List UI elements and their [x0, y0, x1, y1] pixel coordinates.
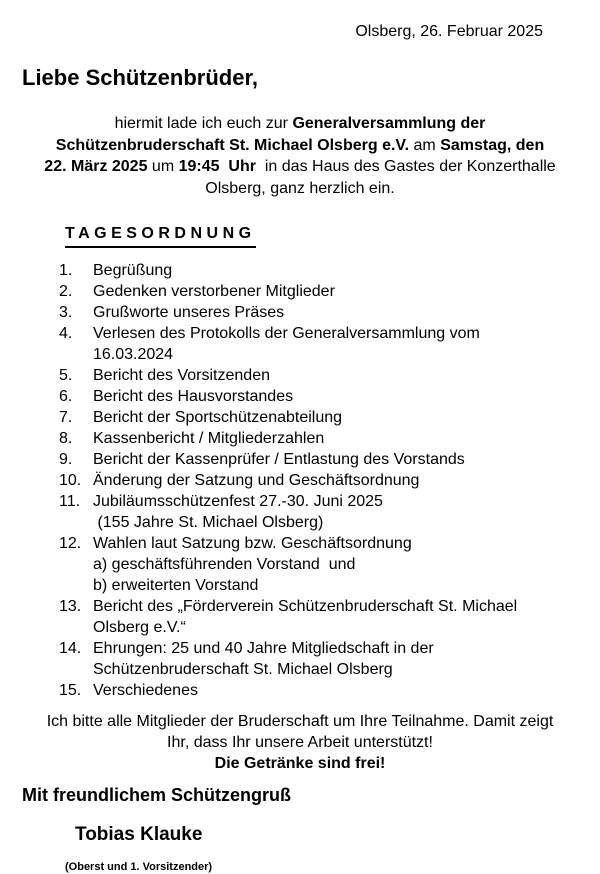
agenda-item-text — [93, 596, 600, 638]
agenda-item-number: 5. — [59, 367, 73, 384]
agenda-item-text — [93, 638, 600, 680]
agenda-list — [59, 260, 600, 701]
text-segment: Olsberg, ganz herzlich ein. — [205, 179, 395, 197]
text-segment: am — [409, 136, 441, 154]
agenda-item-line: a) geschäftsführenden Vorstand und — [93, 556, 356, 573]
salutation: Liebe Schützenbrüder, — [22, 65, 258, 90]
agenda-item-number: 11. — [59, 493, 81, 510]
agenda-item-text — [93, 365, 600, 386]
agenda-item — [59, 365, 600, 386]
agenda-item-number: 4. — [59, 325, 73, 342]
agenda-item — [59, 407, 600, 428]
text-segment: hiermit lade ich euch zur — [114, 115, 293, 132]
agenda-item-line: Bericht des „Förderverein Schützenbruderschaft St. Michael — [93, 598, 518, 615]
agenda-item-line: Olsberg e.V.“ — [93, 619, 186, 636]
agenda-item — [59, 260, 600, 281]
agenda-item-number: 3. — [59, 304, 73, 321]
signer-title: (Oberst und 1. Vorsitzender) — [65, 861, 213, 873]
bold-text-segment: Generalversammlung der — [292, 115, 486, 132]
agenda-item-line: Verlesen des Protokolls der Generalversammlung vom — [93, 325, 480, 342]
agenda-item-number: 12. — [59, 535, 82, 552]
agenda-item-text — [93, 428, 600, 449]
agenda-item — [59, 386, 600, 407]
agenda-item — [59, 596, 600, 638]
agenda-heading: TAGESORDNUNG — [65, 225, 256, 248]
agenda-item-text — [93, 470, 600, 491]
agenda-heading-row — [65, 225, 600, 248]
agenda-item — [59, 491, 600, 533]
agenda-item-number: 2. — [59, 283, 73, 300]
agenda-item-line: Ehrungen: 25 und 40 Jahre Mitgliedschaft in der — [93, 640, 434, 657]
agenda-item-text — [93, 491, 600, 533]
agenda-item-line: Bericht der Kassenprüfer / Entlastung des Vorstands — [93, 451, 465, 468]
closing-paragraph — [20, 711, 580, 774]
text-segment: in das Haus des Gastes der Konzerthalle — [255, 158, 556, 175]
agenda-item-number: 6. — [59, 388, 73, 405]
agenda-item — [59, 533, 600, 596]
agenda-item-number: 8. — [59, 430, 73, 447]
agenda-item-number: 10. — [59, 472, 82, 489]
agenda-item — [59, 302, 600, 323]
bold-text-segment: Samstag, den — [440, 136, 545, 154]
agenda-item-text — [93, 281, 600, 302]
bold-text-segment: Die Getränke sind frei! — [214, 755, 386, 772]
agenda-item-text — [93, 323, 600, 365]
agenda-item-line: Grußworte unseres Präses — [93, 304, 285, 321]
agenda-item-text — [93, 680, 600, 701]
agenda-item-text — [93, 386, 600, 407]
agenda-item-number: 14. — [59, 640, 82, 657]
agenda-item-number: 1. — [59, 262, 73, 279]
agenda-item — [59, 470, 600, 491]
signoff: Mit freundlichem Schützengruß — [22, 785, 292, 805]
agenda-item-text — [93, 260, 600, 281]
agenda-item — [59, 638, 600, 680]
agenda-item-line: Schützenbruderschaft St. Michael Olsberg — [93, 661, 393, 678]
text-segment: um — [147, 158, 179, 175]
agenda-item — [59, 281, 600, 302]
agenda-item-number: 7. — [59, 409, 73, 426]
agenda-item-line: Gedenken verstorbener Mitglieder — [93, 283, 335, 300]
agenda-item-line: Bericht des Vorsitzenden — [93, 367, 270, 384]
agenda-item-number: 9. — [59, 451, 73, 468]
agenda-item — [59, 449, 600, 470]
agenda-item-line: Begrüßung — [93, 262, 173, 279]
agenda-item-line: Kassenbericht / Mitgliederzahlen — [93, 430, 325, 447]
agenda-item-line: Änderung der Satzung und Geschäftsordnung — [93, 472, 420, 489]
invitation-paragraph — [20, 113, 580, 199]
agenda-item-text — [93, 302, 600, 323]
agenda-item-number: 15. — [59, 682, 82, 699]
agenda-item-line: 16.03.2024 — [93, 346, 174, 363]
agenda-item-line: b) erweiterten Vorstand — [93, 577, 259, 594]
signer-name: Tobias Klauke — [75, 824, 203, 845]
agenda-item-line: Wahlen laut Satzung bzw. Geschäftsordnung — [93, 535, 412, 552]
agenda-item — [59, 680, 600, 701]
agenda-item-line: (155 Jahre St. Michael Olsberg) — [93, 514, 324, 531]
agenda-item-line: Jubiläumsschützenfest 27.-30. Juni 2025 — [93, 493, 383, 510]
date-line: Olsberg, 26. Februar 2025 — [355, 23, 543, 40]
agenda-item-line: Verschiedenes — [93, 682, 198, 699]
bold-text-segment: 22. März 2025 — [44, 158, 148, 175]
agenda-item — [59, 323, 600, 365]
agenda-item — [59, 428, 600, 449]
agenda-item-number: 13. — [59, 598, 82, 615]
agenda-item-line: Bericht der Sportschützenabteilung — [93, 409, 343, 426]
text-segment: Ich bitte alle Mitglieder der Bruderschaft um Ihre Teilnahme. Damit zeigt — [46, 713, 554, 730]
agenda-item-text — [93, 449, 600, 470]
text-segment: Ihr, dass Ihr unsere Arbeit unterstützt! — [167, 734, 433, 751]
agenda-item-text — [93, 407, 600, 428]
agenda-item-line: Bericht des Hausvorstandes — [93, 388, 294, 405]
bold-text-segment: Schützenbruderschaft St. Michael Olsberg e.V. — [55, 136, 410, 154]
bold-text-segment: 19:45 Uhr — [178, 158, 256, 175]
agenda-item-text — [93, 533, 600, 596]
